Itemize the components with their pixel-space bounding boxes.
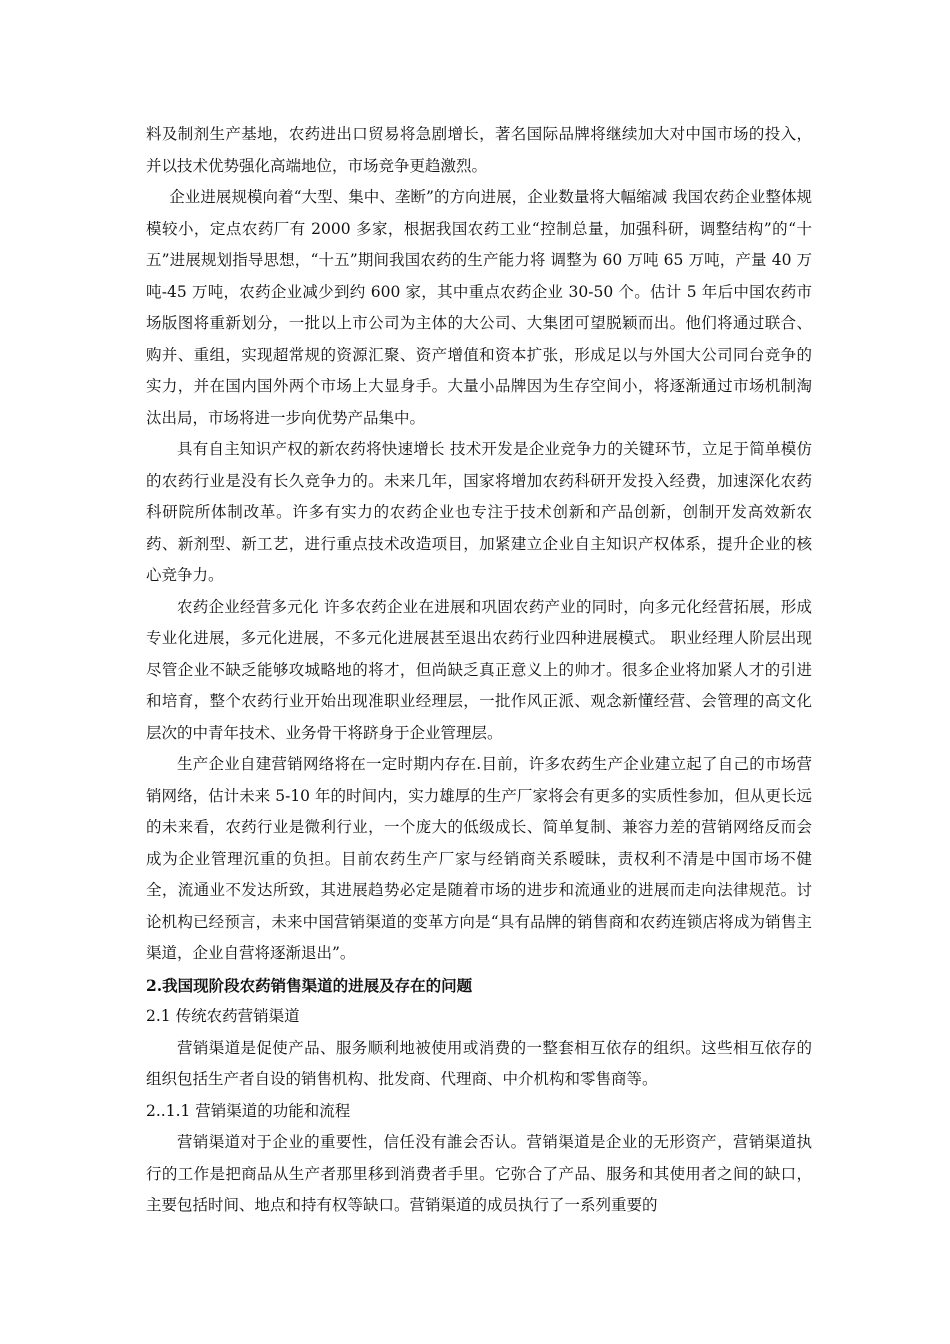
paragraph-channel-definition: 营销渠道是促使产品、服务顺利地被使用或消费的一整套相互依存的组织。这些相互依存的组织包括生产者自设的销售机构、批发商、代理商、中介机构和零售商等。 xyxy=(146,1038,812,1088)
document-body xyxy=(146,119,812,1222)
paragraph-new-pesticides: 具有自主知识产权的新农药将快速增长 技术开发是企业竞争力的关键环节，立足于简单模仿的农药行业是没有长久竞争力的。未来几年，国家将增加农药科研开发投入经费，加速深化农药科研院所体制改革。许多有实力的农药企业也专注于技术创新和产品创新，创制开发高效新农药、新剂型、新工艺，进行重点技术改造项目，加紧建立企业自主知识产权体系，提升企业的核心竞争力。 xyxy=(146,440,812,584)
paragraph-continuation: 料及制剂生产基地，农药进出口贸易将急剧增长，著名国际品牌将继续加大对中国市场的投入，并以技术优势强化高端地位，市场竞争更趋激烈。 xyxy=(146,125,812,175)
paragraph-marketing-network: 生产企业自建营销网络将在一定时期内存在.目前，许多农药生产企业建立起了自己的市场营销网络，估计未来 5-10 年的时间内，实力雄厚的生产厂家将会有更多的实质性参加，但从更长远的未来看，农药行业是微利行业，一个庞大的低级成长、简单复制、兼容力差的营销网络反而会成为企业管理沉重的负担。目前农药生产厂家与经销商关系暧昧，责权利不清是中国市场不健全，流通业不发达所致，其进展趋势必定是随着市场的进步和流通业的进展而走向法律规范。讨论机构已经预言，未来中国营销渠道的变革方向是“具有品牌的销售商和农药连锁店将成为销售主渠道，企业自营将逐渐退出”。 xyxy=(146,755,812,962)
subsubsection-heading: 2..1.1 营销渠道的功能和流程 xyxy=(146,1101,351,1120)
paragraph-diversification: 农药企业经营多元化 许多农药企业在进展和巩固农药产业的同时，向多元化经营拓展，形成专业化进展，多元化进展，不多元化进展甚至退出农药行业四种进展模式。 职业经理人阶层出现 尽管企业不缺乏能够攻城略地的将才，但尚缺乏真正意义上的帅才。很多企业将加紧人才的引进和培育，整个农药行业开始出现准职业经理层，一批作风正派、观念新懂经营、会管理的高文化层次的中青年技术、业务骨干将跻身于企业管理层。 xyxy=(146,597,812,742)
subsection-heading: 2.1 传统农药营销渠道 xyxy=(146,1007,300,1025)
paragraph-enterprise-scale: 企业进展规模向着“大型、集中、垄断”的方向进展，企业数量将大幅缩减 我国农药企业整体规模较小，定点农药厂有 2000 多家，根据我国农药工业“控制总量，加强科研，调整结构”的“十五”进展规划指导思想，“十五”期间我国农药的生产能力将 调整为 60 万吨 65 万吨，产量 40 万吨-45 万吨，农药企业减少到约 600 家，其中重点农药企业 30-50 个。估计 5 年后中国农药市场版图将重新划分，一批以上市公司为主体的大公司、大集团可望脱颖而出。他们将通过联合、购并、重组，实现超常规的资源汇聚、资产增值和资本扩张，形成足以与外国大公司同台竞争的实力，并在国内国外两个市场上大显身手。大量小品牌因为生存空间小，将逐渐通过市场机制淘汰出局，市场将进一步向优势产品集中。 xyxy=(146,188,812,427)
section-heading: 2.我国现阶段农药销售渠道的进展及存在的问题 xyxy=(146,975,473,995)
paragraph-channel-function: 营销渠道对于企业的重要性，信任没有誰会否认。营销渠道是企业的无形资产，营销渠道执行的工作是把商品从生产者那里移到消费者手里。它弥合了产品、服务和其使用者之间的缺口，主要包括时间、地点和持有权等缺口。营销渠道的成员执行了一系列重要的 xyxy=(146,1133,812,1214)
